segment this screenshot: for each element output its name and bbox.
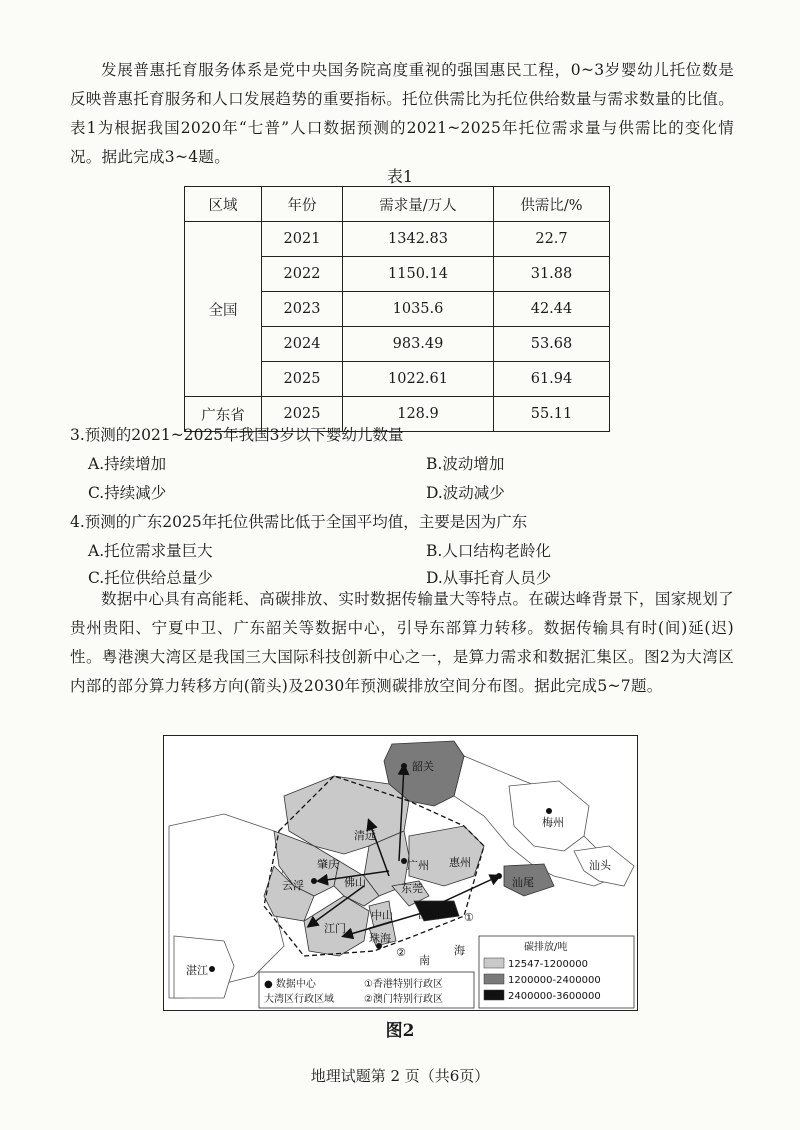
year-cell: 2023	[262, 292, 343, 327]
city-label-jiangmen: 江门	[324, 922, 346, 935]
city-label-zhongshan: 中山	[371, 909, 393, 922]
page-footer: 地理试题第 2 页（共6页）	[310, 1067, 490, 1085]
carbon-emission-map	[163, 735, 638, 1011]
q4-option-d[interactable]: D.从事托育人员少	[426, 569, 552, 587]
marker-hong-kong: ①	[464, 911, 474, 924]
table-header-row	[185, 187, 610, 222]
city-label-shanwei: 汕尾	[512, 876, 534, 889]
city-label-shantou: 汕头	[589, 859, 611, 872]
q4-option-a[interactable]: A.托位需求量巨大	[88, 542, 213, 560]
city-label-yunfu: 云浮	[282, 879, 304, 892]
demand-cell: 983.49	[343, 327, 494, 362]
data-table	[184, 186, 610, 432]
legend-class-2: 1200000-2400000	[508, 975, 601, 986]
sea-label-1: 南	[419, 954, 430, 967]
legend-class-1: 12547-1200000	[508, 959, 588, 970]
ratio-cell: 22.7	[494, 222, 610, 257]
year-cell: 2024	[262, 327, 343, 362]
legend-title: 碳排放/吨	[524, 942, 568, 953]
legend-bay-area: 大湾区行政区域	[264, 994, 334, 1005]
legend-hong-kong: ①香港特别行政区	[364, 979, 443, 990]
q3-option-a[interactable]: A.持续增加	[88, 455, 167, 473]
year-cell: 2025	[262, 362, 343, 397]
marker-macau: ②	[396, 946, 406, 959]
city-label-zhanjiang: 湛江	[186, 964, 208, 977]
ratio-cell: 61.94	[494, 362, 610, 397]
city-label-foshan: 佛山	[344, 876, 366, 889]
header-demand: 需求量/万人	[343, 187, 494, 222]
demand-cell: 1022.61	[343, 362, 494, 397]
intro-paragraph-2: 数据中心具有高能耗、高碳排放、实时数据传输量大等特点。在碳达峰背景下，国家规划了贵州贵阳、宁夏中卫、广东韶关等数据中心，引导东部算力转移。数据传输具有时(间)延(迟)性。粤港澳大湾区是我国三大国际科技创新中心之一，是算力需求和数据汇集区。图2为大湾区内部的部分算力转移方向(箭头)及2030年预测碳排放空间分布图。据此完成5~7题。	[70, 590, 734, 695]
table-row	[185, 222, 610, 257]
year-cell: 2021	[262, 222, 343, 257]
city-label-meizhou: 梅州	[542, 816, 564, 829]
region-cell: 全国	[185, 222, 262, 397]
city-label-guangzhou: 广州	[407, 859, 429, 872]
year-cell: 2025	[262, 397, 343, 432]
q3-option-b[interactable]: B.波动增加	[426, 455, 505, 473]
sea-label-2: 海	[454, 944, 465, 957]
map-svg	[164, 736, 637, 1010]
table-caption: 表1	[386, 167, 414, 186]
header-ratio: 供需比/%	[494, 187, 610, 222]
question-3-stem: 3.预测的2021~2025年我国3岁以下婴幼儿数量	[70, 426, 404, 444]
q3-option-c[interactable]: C.持续减少	[88, 484, 167, 502]
demand-cell: 128.9	[343, 397, 494, 432]
ratio-cell: 31.88	[494, 257, 610, 292]
q3-option-d[interactable]: D.波动减少	[426, 484, 505, 502]
q4-option-c[interactable]: C.托位供给总量少	[88, 569, 213, 587]
ratio-cell: 42.44	[494, 292, 610, 327]
ratio-cell: 55.11	[494, 397, 610, 432]
legend-macau: ②澳门特别行政区	[364, 994, 443, 1005]
city-label-zhuhai: 珠海	[369, 932, 391, 945]
city-label-shaoguan: 韶关	[412, 760, 434, 773]
legend-data-center: ● 数据中心	[264, 979, 316, 990]
city-label-shenzhen: 深圳	[418, 908, 440, 921]
demand-cell: 1035.6	[343, 292, 494, 327]
figure-caption: 图2	[385, 1021, 415, 1041]
q4-option-b[interactable]: B.人口结构老龄化	[426, 542, 551, 560]
region-huizhou	[409, 826, 484, 886]
city-label-huizhou: 惠州	[449, 856, 471, 869]
question-4-stem: 4.预测的广东2025年托位供需比低于全国平均值，主要是因为广东	[70, 513, 528, 531]
demand-cell: 1342.83	[343, 222, 494, 257]
city-label-zhaoqing: 肇庆	[317, 858, 339, 871]
region-cell: 广东省	[185, 397, 262, 432]
year-cell: 2022	[262, 257, 343, 292]
ratio-cell: 53.68	[494, 327, 610, 362]
intro-paragraph-1: 发展普惠托育服务体系是党中央国务院高度重视的强国惠民工程，0~3岁婴幼儿托位数是反映普惠托育服务和人口发展趋势的重要指标。托位供需比为托位供给数量与需求数量的比值。表1为根据我国2020年“七普”人口数据预测的2021~2025年托位需求量与供需比的变化情况。据此完成3~4题。	[70, 61, 734, 166]
city-label-qingyuan: 清远	[354, 829, 376, 842]
demand-cell: 1150.14	[343, 257, 494, 292]
city-label-dongguan: 东莞	[401, 882, 423, 895]
legend-class-3: 2400000-3600000	[508, 991, 601, 1002]
header-region: 区域	[185, 187, 262, 222]
header-year: 年份	[262, 187, 343, 222]
